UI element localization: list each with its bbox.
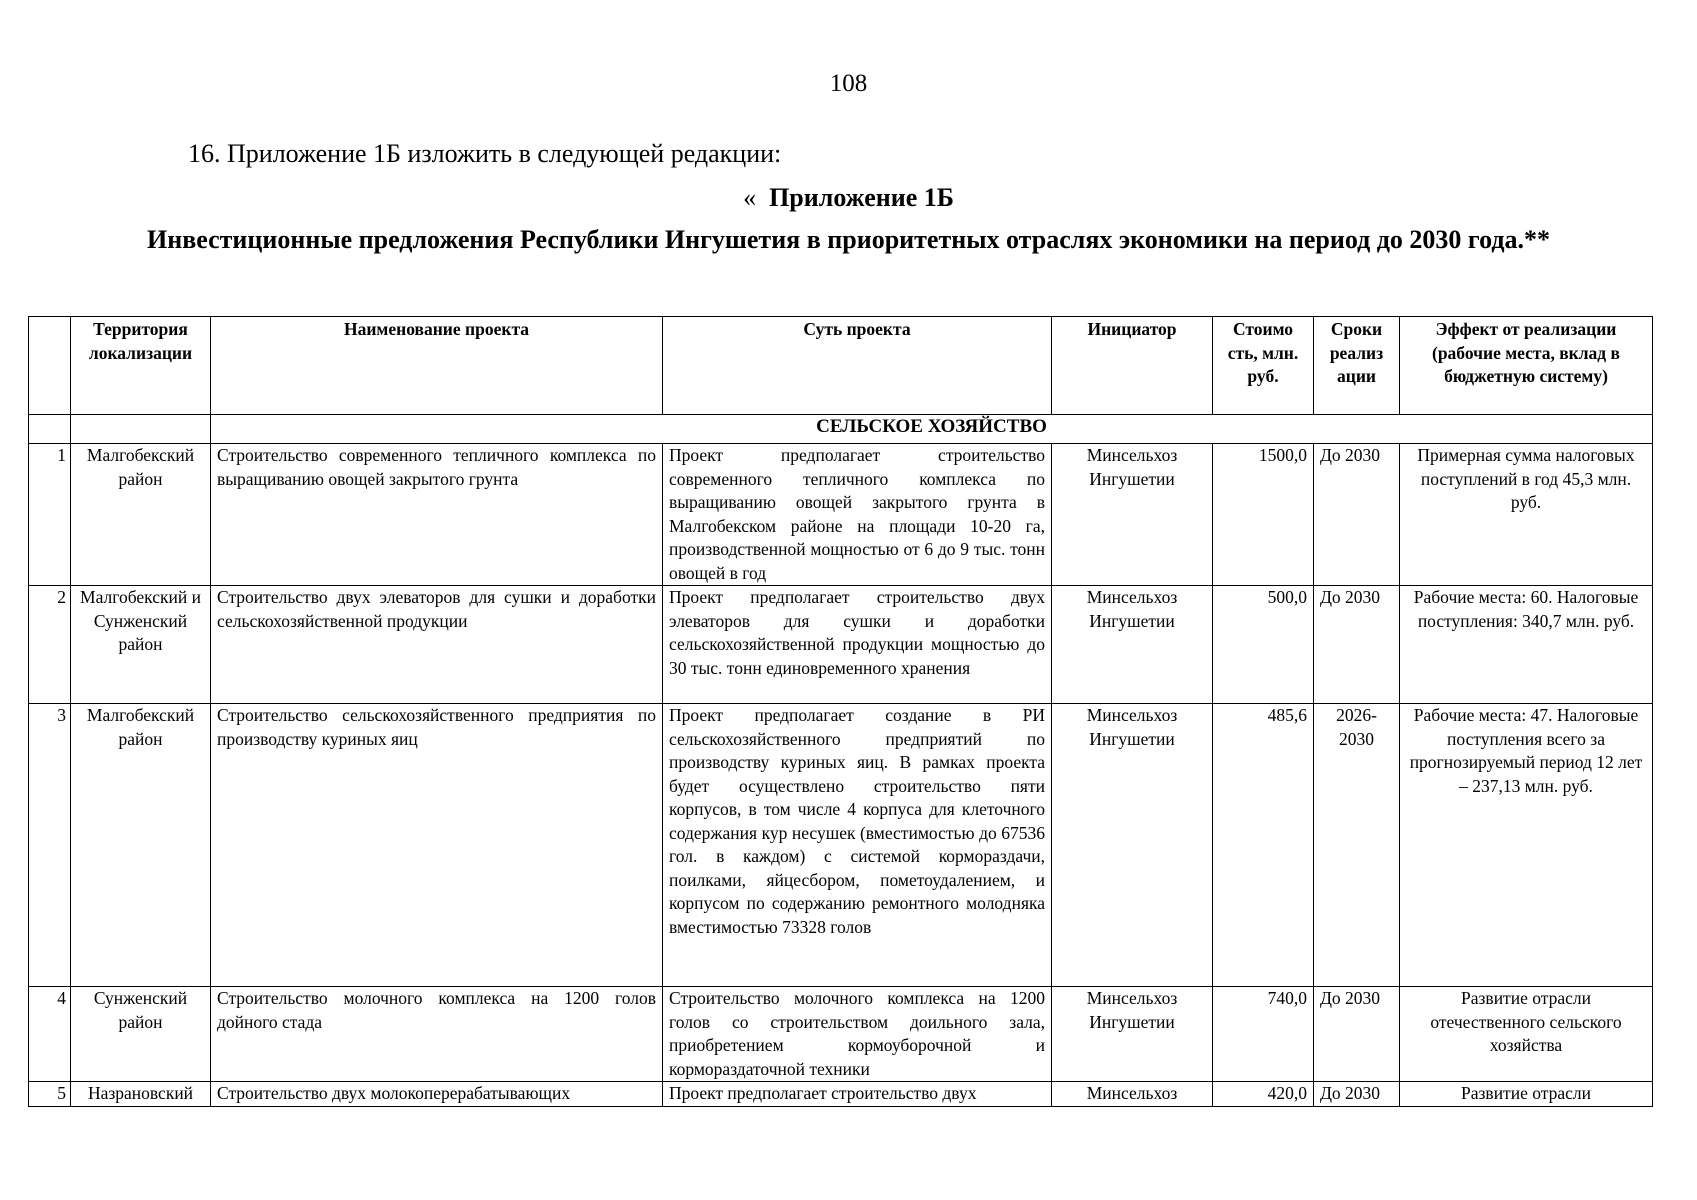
cell-effect: Рабочие места: 60. Налоговые поступления: 340,7 млн. руб. xyxy=(1400,586,1653,704)
cell-essence: Проект предполагает создание в РИ сельскохозяйственного предприятий по производству куриных яиц. В рамках проекта будет осуществлено строительство пяти корпусов, в том числе 4 корпуса для клеточного содержания кур несушек (вместимостью до 67536 гол. в каждом) с системой кормораздачи, поилками, яйцесбором, пометоудалением, и корпусом по содержанию ремонтного молодняка вместимостью 73328 голов xyxy=(663,704,1052,987)
cell-name: Строительство сельскохозяйственного предприятия по производству куриных яиц xyxy=(211,704,663,987)
amendment-intro: 16. Приложение 1Б изложить в следующей редакции: xyxy=(188,139,782,168)
page-number: 108 xyxy=(829,70,868,97)
cell-terms: 2026-2030 xyxy=(1314,704,1400,987)
section-title: СЕЛЬСКОЕ ХОЗЯЙСТВО xyxy=(211,415,1653,444)
cell-territory: Малгобекский район xyxy=(71,704,211,987)
table-row xyxy=(29,1082,1653,1107)
investment-table xyxy=(28,316,1653,1107)
cell-essence: Проект предполагает строительство двух элеваторов для сушки и доработки сельскохозяйственной продукции мощностью до 30 тыс. тонн единовременного хранения xyxy=(663,586,1052,704)
cell-name: Строительство двух молокоперерабатывающих xyxy=(211,1082,663,1107)
cell-essence: Проект предполагает строительство современного тепличного комплекса по выращиванию овощей закрытого грунта в Малгобекском районе на площади 10-20 га, производственной мощностью от 6 до 9 тыс. тонн овощей в год xyxy=(663,444,1052,586)
cell-initiator: Минсельхоз Ингушетии xyxy=(1052,704,1213,987)
cell-name: Строительство молочного комплекса на 1200 голов дойного стада xyxy=(211,987,663,1082)
opening-quote: « xyxy=(743,183,757,212)
cell-terms: До 2030 xyxy=(1314,444,1400,586)
table-header-row xyxy=(29,317,1653,415)
cell-num: 3 xyxy=(29,704,71,987)
cell-territory: Сунженский район xyxy=(71,987,211,1082)
cell-cost: 740,0 xyxy=(1213,987,1314,1082)
header-cost: Стоимо сть, млн. руб. xyxy=(1213,317,1314,415)
cell-num: 2 xyxy=(29,586,71,704)
header-initiator: Инициатор xyxy=(1052,317,1213,415)
table-row xyxy=(29,987,1653,1082)
cell-effect: Рабочие места: 47. Налоговые поступления всего за прогнозируемый период 12 лет – 237,13 млн. руб. xyxy=(1400,704,1653,987)
cell-initiator: Минсельхоз Ингушетии xyxy=(1052,987,1213,1082)
cell-initiator: Минсельхоз xyxy=(1052,1082,1213,1107)
table-row xyxy=(29,586,1653,704)
section-empty-cell xyxy=(71,415,211,444)
header-name: Наименование проекта xyxy=(211,317,663,415)
document-heading: Инвестиционные предложения Республики Ингушетия в приоритетных отраслях экономики на период до 2030 года.** xyxy=(147,225,1550,254)
header-num xyxy=(29,317,71,415)
section-row xyxy=(29,415,1653,444)
appendix-title xyxy=(0,183,1697,213)
cell-name: Строительство современного тепличного комплекса по выращиванию овощей закрытого грунта xyxy=(211,444,663,586)
cell-cost: 485,6 xyxy=(1213,704,1314,987)
cell-terms: До 2030 xyxy=(1314,586,1400,704)
section-empty-cell xyxy=(29,415,71,444)
cell-territory: Малгобекский район xyxy=(71,444,211,586)
header-effect: Эффект от реализации (рабочие места, вклад в бюджетную систему) xyxy=(1400,317,1653,415)
cell-terms: До 2030 xyxy=(1314,1082,1400,1107)
cell-name: Строительство двух элеваторов для сушки и доработки сельскохозяйственной продукции xyxy=(211,586,663,704)
cell-territory: Назрановский xyxy=(71,1082,211,1107)
cell-cost: 500,0 xyxy=(1213,586,1314,704)
cell-effect: Развитие отрасли отечественного сельского хозяйства xyxy=(1400,987,1653,1082)
cell-essence: Строительство молочного комплекса на 1200 голов со строительством доильного зала, приобретением кормоуборочной и кормораздаточной техники xyxy=(663,987,1052,1082)
header-territory: Территория локализации xyxy=(71,317,211,415)
table-row xyxy=(29,444,1653,586)
cell-effect: Примерная сумма налоговых поступлений в год 45,3 млн. руб. xyxy=(1400,444,1653,586)
cell-num: 5 xyxy=(29,1082,71,1107)
cell-effect: Развитие отрасли xyxy=(1400,1082,1653,1107)
cell-cost: 1500,0 xyxy=(1213,444,1314,586)
cell-initiator: Минсельхоз Ингушетии xyxy=(1052,586,1213,704)
cell-initiator: Минсельхоз Ингушетии xyxy=(1052,444,1213,586)
cell-num: 4 xyxy=(29,987,71,1082)
header-essence: Суть проекта xyxy=(663,317,1052,415)
appendix-label: Приложение 1Б xyxy=(769,183,954,212)
header-terms: Сроки реализ ации xyxy=(1314,317,1400,415)
cell-num: 1 xyxy=(29,444,71,586)
cell-terms: До 2030 xyxy=(1314,987,1400,1082)
cell-essence: Проект предполагает строительство двух xyxy=(663,1082,1052,1107)
table-row xyxy=(29,704,1653,987)
cell-territory: Малгобекский и Сунженский район xyxy=(71,586,211,704)
cell-cost: 420,0 xyxy=(1213,1082,1314,1107)
